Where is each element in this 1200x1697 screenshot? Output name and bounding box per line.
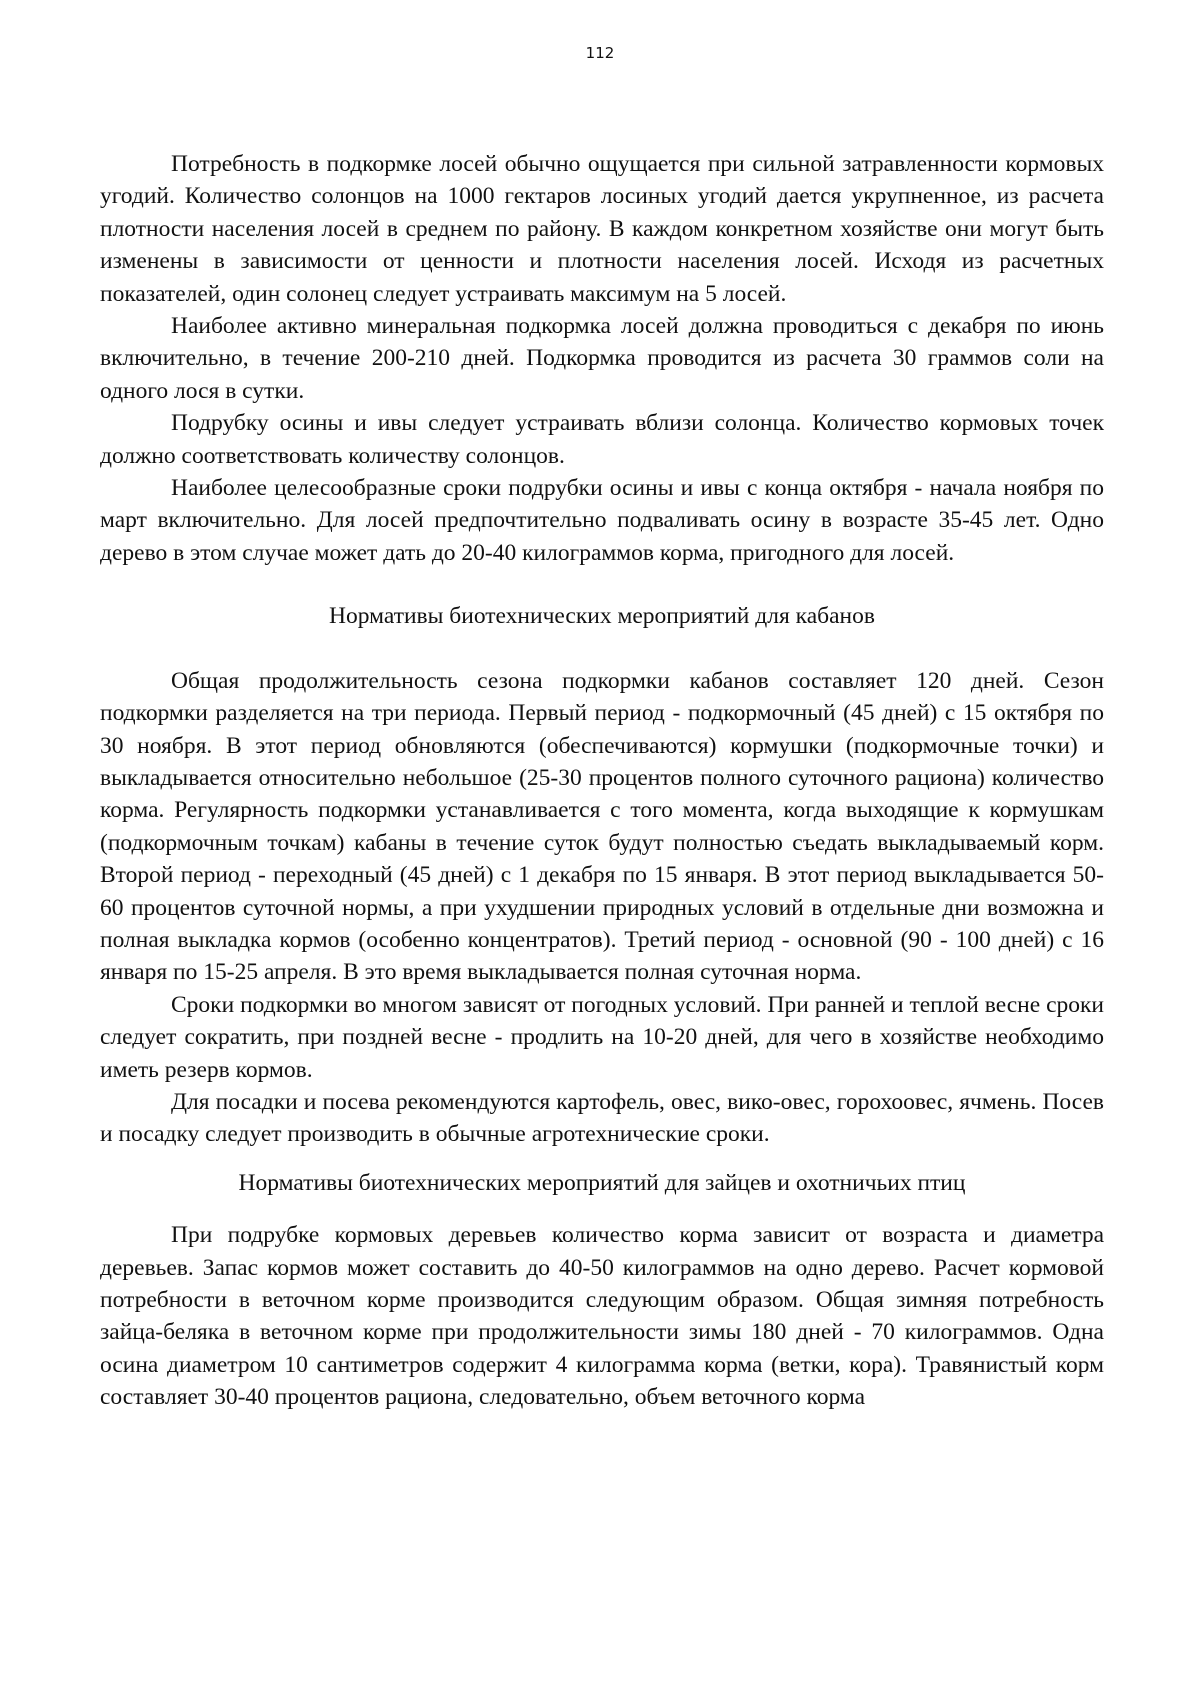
document-body — [100, 148, 1104, 1414]
paragraph-moose-4: Наиболее целесообразные сроки подрубки осины и ивы с конца октября - начала ноября по март включительно. Для лосей предпочтительно подваливать осину в возрасте 35-45 лет. Одно дерево в этом случае может дать до 20-40 килограммов корма, пригодного для лосей. — [100, 475, 1104, 566]
paragraph-boar-3: Для посадки и посева рекомендуются картофель, овес, вико-овес, горохоовес, ячмень. Посев и посадку следует производить в обычные агротехнические сроки. — [100, 1088, 1104, 1148]
paragraph-boar-2: Сроки подкормки во многом зависят от погодных условий. При ранней и теплой весне сроки следует сократить, при поздней весне - продлить на 10-20 дней, для чего в хозяйстве необходимо иметь резерв кормов. — [100, 991, 1104, 1083]
section-heading-hare: Нормативы биотехнических мероприятий для зайцев и охотничьих птиц — [238, 1169, 966, 1196]
paragraph-moose-2: Наиболее активно минеральная подкормка лосей должна проводиться с декабря по июнь включительно, в течение 200-210 дней. Подкормка проводится из расчета 30 граммов соли на одного лося в сутки. — [100, 313, 1104, 404]
paragraph-moose-3: Подрубку осины и ивы следует устраивать вблизи солонца. Количество кормовых точек должно соответствовать количеству солонцов. — [100, 410, 1104, 469]
paragraph-moose-1: Потребность в подкормке лосей обычно ощущается при сильной затравленности кормовых угодий. Количество солонцов на 1000 гектаров лосиных угодий дается укрупненное, из расчета плотности населения лосей в среднем по району. В каждом конкретном хозяйстве они могут быть изменены в зависимости от ценности и плотности населения лосей. Исходя из расчетных показателей, один солонец следует устраивать максимум на 5 лосей. — [100, 151, 1104, 307]
paragraph-boar-1: Общая продолжительность сезона подкормки кабанов составляет 120 дней. Сезон подкормки разделяется на три периода. Первый период - подкормочный (45 дней) с 15 октября по 30 ноября. В этот период обновляются (обеспечиваются) кормушки (подкормочные точки) и выкладывается относительно небольшое (25-30 процентов полного суточного рациона) количество корма. Регулярность подкормки устанавливается с того момента, когда выходящие к кормушкам (подкормочным точкам) кабаны в течение суток будут полностью съедать выкладываемый корм. Второй период - переходный (45 дней) с 1 декабря по 15 января. В этот период выкладывается 50-60 процентов суточной нормы, а при ухудшении природных условий в отдельные дни возможна и полная выкладка кормов (особенно концентратов). Третий период - основной (90 - 100 дней) с 16 января по 15-25 апреля. В это время выкладывается полная суточная норма. — [100, 667, 1104, 986]
paragraph-hare-1: При подрубке кормовых деревьев количество корма зависит от возраста и диаметра деревьев. Запас кормов может составить до 40-50 килограммов на одно дерево. Расчет кормовой потребности в веточном корме производится следующим образом. Общая зимняя потребность зайца-беляка в веточном корме при продолжительности зимы 180 дней - 70 килограммов. Одна осина диаметром 10 сантиметров содержит 4 килограмма корма (ветки, кора). Травянистый корм составляет 30-40 процентов рациона, следовательно, объем веточного корма — [100, 1222, 1104, 1411]
section-heading-boar: Нормативы биотехнических мероприятий для кабанов — [329, 603, 875, 630]
page-number: 112 — [585, 44, 615, 62]
